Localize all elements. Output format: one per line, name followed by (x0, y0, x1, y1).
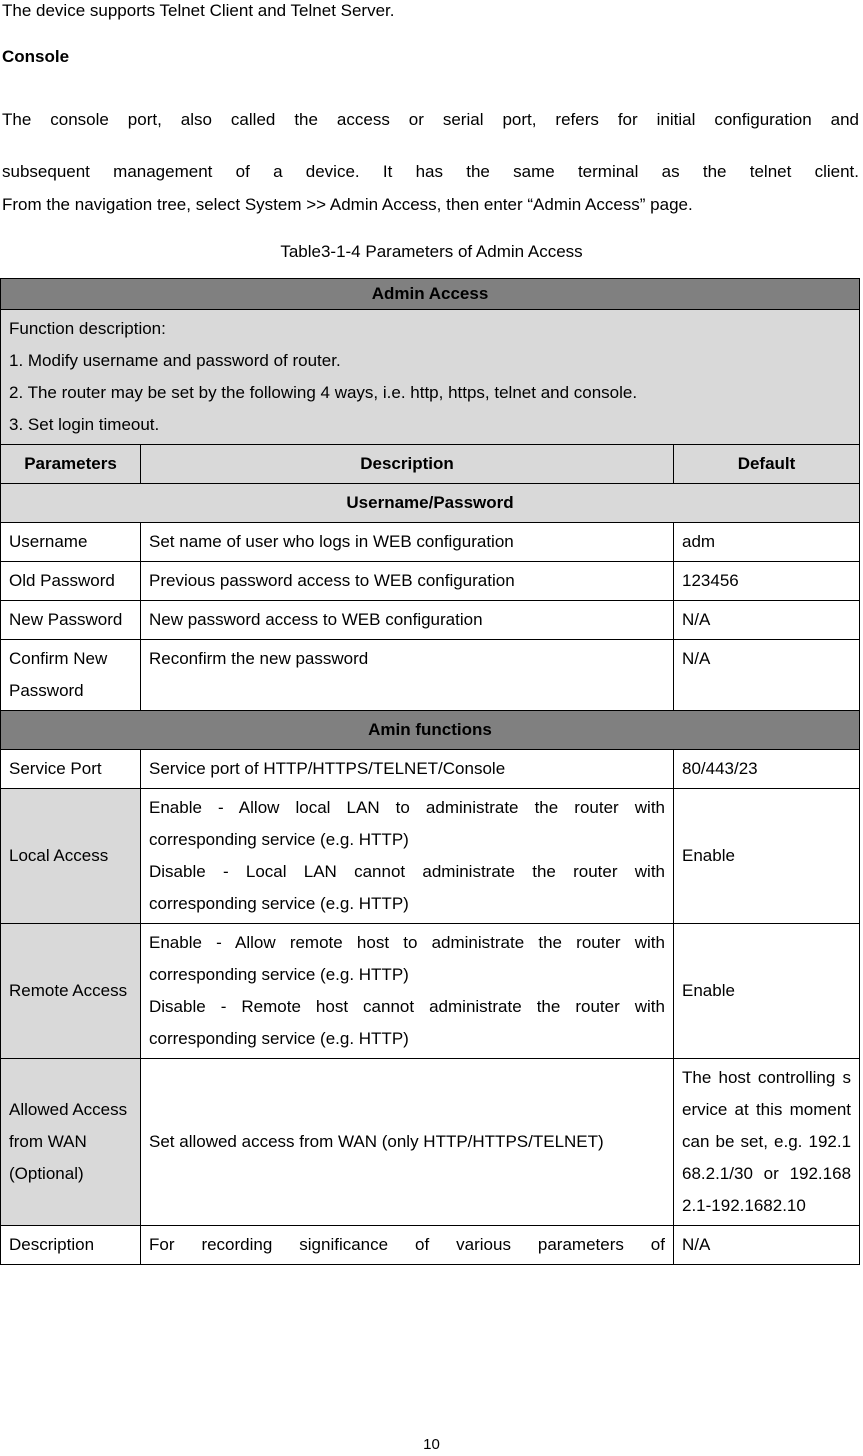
default-cell: Enable (674, 789, 860, 924)
param-cell: Remote Access (1, 924, 141, 1059)
table-row (1, 523, 860, 562)
table-row (1, 750, 860, 789)
desc-enable: Enable - Allow local LAN to administrate the router with corresponding service (e.g. HTTP) (149, 798, 665, 849)
desc-cell: Set allowed access from WAN (only HTTP/HTTPS/TELNET) (141, 1059, 674, 1226)
console-heading: Console (2, 47, 70, 66)
desc-disable: Disable - Local LAN cannot administrate the router with corresponding service (e.g. HTTP) (149, 862, 665, 913)
header-default: Default (674, 445, 860, 484)
section-admin-functions: Amin functions (1, 711, 860, 750)
param-cell: Allowed Access from WAN (Optional) (1, 1059, 141, 1226)
desc-cell: Reconfirm the new password (141, 640, 674, 711)
desc-enable: Enable - Allow remote host to administrate the router with corresponding service (e.g. HTTP) (149, 933, 665, 984)
function-description-line: 3. Set login timeout. (9, 415, 160, 434)
param-cell: Service Port (1, 750, 141, 789)
default-cell: Enable (674, 924, 860, 1059)
function-description (1, 310, 860, 445)
header-description: Description (141, 445, 674, 484)
param-cell: Username (1, 523, 141, 562)
desc-cell (141, 924, 674, 1059)
function-description-line: 2. The router may be set by the following 4 ways, i.e. http, https, telnet and console. (9, 383, 638, 402)
table-row (1, 562, 860, 601)
default-cell: N/A (674, 601, 860, 640)
table-caption: Table3-1-4 Parameters of Admin Access (280, 242, 583, 261)
desc-cell: Previous password access to WEB configuration (141, 562, 674, 601)
navigation-paragraph: From the navigation tree, select System >> Admin Access, then enter “Admin Access” page. (2, 195, 693, 214)
default-cell: N/A (674, 640, 860, 711)
desc-disable: Disable - Remote host cannot administrate the router with corresponding service (e.g. HTTP) (149, 997, 665, 1048)
default-cell: The host controlling service at this moment can be set, e.g. 192.168.2.1/30 or 192.1682.1-192.1682.10 (674, 1059, 860, 1226)
desc-cell: Set name of user who logs in WEB configuration (141, 523, 674, 562)
table-row (1, 1059, 860, 1226)
table-title: Admin Access (1, 279, 860, 310)
default-cell: N/A (674, 1226, 860, 1265)
table-row (1, 1226, 860, 1265)
table-row (1, 789, 860, 924)
function-description-line: Function description: (9, 319, 166, 338)
default-cell: 80/443/23 (674, 750, 860, 789)
param-cell: Local Access (1, 789, 141, 924)
param-cell: Description (1, 1226, 141, 1265)
desc-cell: New password access to WEB configuration (141, 601, 674, 640)
admin-access-table (0, 278, 860, 1265)
section-username-password: Username/Password (1, 484, 860, 523)
desc-cell: For recording significance of various parameters of (141, 1226, 674, 1265)
default-cell: adm (674, 523, 860, 562)
param-cell: Old Password (1, 562, 141, 601)
intro-line: The device supports Telnet Client and Telnet Server. (2, 1, 395, 20)
table-row (1, 640, 860, 711)
desc-cell (141, 789, 674, 924)
desc-cell: Service port of HTTP/HTTPS/TELNET/Console (141, 750, 674, 789)
table-row (1, 601, 860, 640)
console-paragraph: The console port, also called the access or serial port, refers for initial configuration and subsequent management of a device. It has the same terminal as the telnet client. (2, 110, 859, 181)
function-description-line: 1. Modify username and password of router. (9, 351, 341, 370)
header-parameters: Parameters (1, 445, 141, 484)
table-row (1, 924, 860, 1059)
param-cell: New Password (1, 601, 141, 640)
page-number: 10 (423, 1436, 440, 1453)
param-cell: Confirm New Password (1, 640, 141, 711)
default-cell: 123456 (674, 562, 860, 601)
